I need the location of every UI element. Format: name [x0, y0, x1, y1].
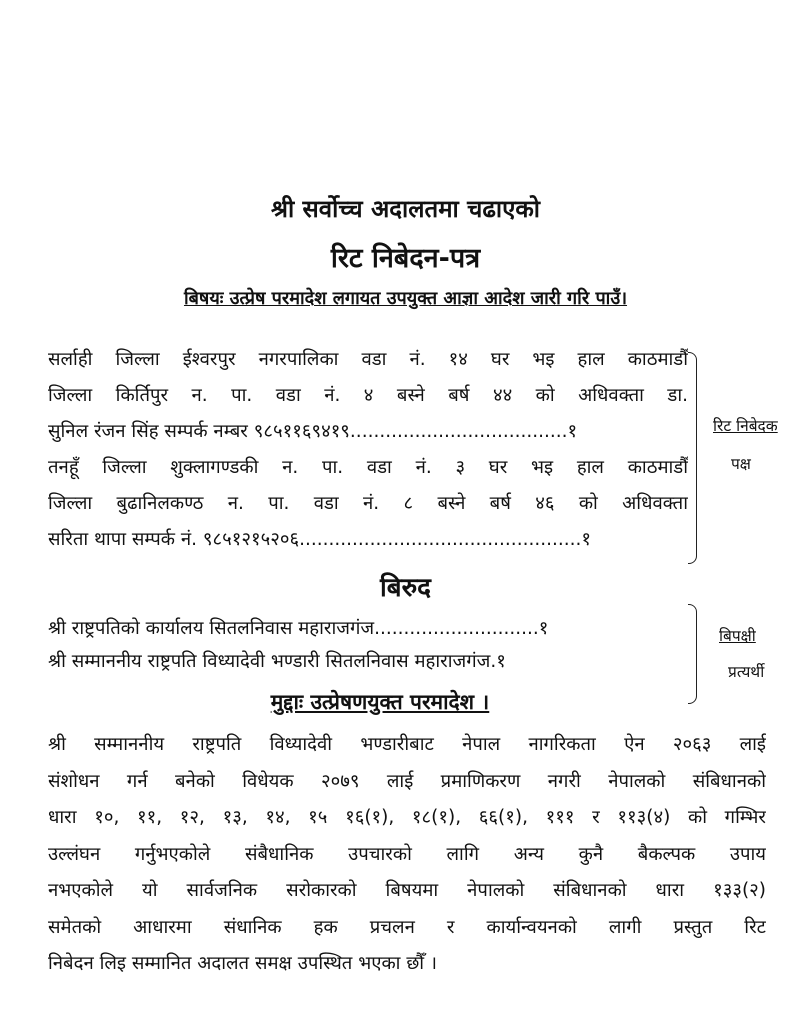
body-line: निबेदन लिइ सम्मानित अदालत समक्ष उपस्थित भएका छौँ । — [48, 953, 437, 974]
petitioner-line: सर्लाही जिल्ला ईश्वरपुर नगरपालिका वडा नं. १४ घर भइ हाल काठमाडौँ — [48, 349, 688, 370]
body-line: समेतको आधारमा संधानिक हक प्रचलन र कार्यान्वयनको लागी प्रस्तुत रिट — [48, 916, 766, 938]
petition-body — [48, 727, 766, 983]
body-line: श्री सम्माननीय राष्ट्रपति विध्यादेवी भण्डारीबाट नेपाल नागरिकता ऐन २०६३ लाई — [48, 734, 766, 755]
versus-heading: बिरुद — [380, 573, 431, 603]
court-heading: श्री सर्वोच्च अदालतमा चढाएको — [270, 195, 541, 223]
petitioner-line: जिल्ला बुढानिलकण्ठ न. पा. वडा नं. ८ बस्ने बर्ष ४६ को अधिवक्ता — [48, 493, 688, 514]
case-title: मुद्दाः उत्प्रेषणयुक्त परमादेश । — [270, 690, 490, 714]
petitioner-side-label-party: पक्ष — [731, 455, 751, 473]
respondent-side-label: बिपक्षी — [719, 627, 756, 645]
petitioner-line: जिल्ला किर्तिपुर न. पा. वडा नं. ४ बस्ने बर्ष ४४ को अधिवक्ता डा. — [48, 385, 688, 406]
petitioner-line: सरिता थापा सम्पर्क नं. ९८५१२१५२०६................................................१ — [48, 529, 591, 550]
petitioner-side-label: रिट निबेदक — [713, 417, 778, 435]
body-line: धारा १०, ११, १२, १३, १४, १५ १६(१), १८(१), ६६(१), १११ र ११३(४) को गम्भिर — [48, 807, 766, 828]
petitioner-line: सुनिल रंजन सिंह सम्पर्क नम्बर ९८५११६९४१९.....................................१ — [48, 421, 578, 442]
petitioner-line: तनहूँ जिल्ला शुक्लागण्डकी न. पा. वडा नं. ३ घर भइ हाल काठमाडौँ — [48, 457, 688, 478]
respondent-side-label-role: प्रत्यर्थी — [728, 663, 765, 681]
petition-title: रिट निबेदन-पत्र — [330, 243, 481, 274]
petitioners-bracket — [688, 352, 697, 564]
respondents-block — [48, 612, 688, 678]
subject-line: बिषयः उत्प्रेष परमादेश लगायत उपयुक्त आज्ञा आदेश जारी गरि पाउँ। — [183, 288, 628, 309]
petitioners-block — [48, 342, 688, 558]
body-line: संशोधन गर्न बनेको विधेयक २०७९ लाई प्रमाणिकरण नगरी नेपालको संबिधानको — [48, 770, 766, 792]
respondent-line: श्री राष्ट्रपतिको कार्यालय सितलनिवास महाराजगंज............................१ — [48, 618, 549, 639]
respondent-line: श्री सम्माननीय राष्ट्रपति विध्यादेवी भण्डारी सितलनिवास महाराजगंज.१ — [48, 651, 506, 672]
body-line: उल्लंघन गर्नुभएकोले संबैधानिक उपचारको लागि अन्य कुनै बैकल्पक उपाय — [48, 843, 766, 865]
body-line: नभएकोले यो सार्वजनिक सरोकारको बिषयमा नेपालको संबिधानको धारा १३३(२) — [48, 880, 766, 901]
